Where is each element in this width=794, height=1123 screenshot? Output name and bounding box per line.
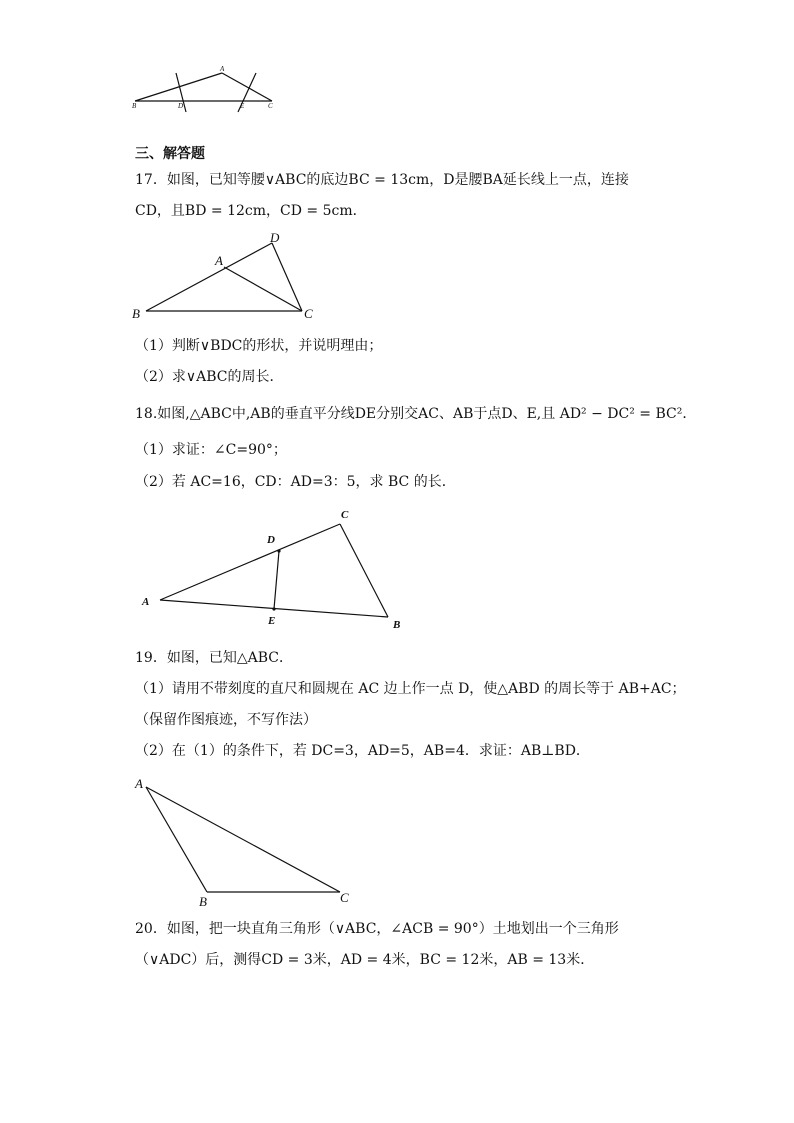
section-title: 三、解答题 xyxy=(135,146,205,162)
q17-part1: （1）判断∨BDC的形状，并说明理由； xyxy=(135,338,383,354)
q18-part2: （2）若 AC=16，CD：AD=3：5，求 BC 的长． xyxy=(135,474,456,490)
q18-part1: （1）求证：∠C=90°； xyxy=(135,442,287,458)
label-a: A xyxy=(142,596,150,608)
label-d: D xyxy=(267,534,275,546)
label-c: C xyxy=(340,890,349,905)
label-a: A xyxy=(220,65,225,73)
label-a: A xyxy=(215,253,223,268)
label-e: E xyxy=(268,615,276,627)
label-b: B xyxy=(199,894,207,909)
label-c: C xyxy=(268,102,273,110)
label-b: B xyxy=(132,102,137,110)
q17-line1: 17．如图，已知等腰∨ABC的底边BC = 13cm，D是腰BA延长线上一点，连接 xyxy=(135,172,629,188)
q19-note: （保留作图痕迹，不写作法） xyxy=(135,712,317,728)
label-a: A xyxy=(135,776,143,791)
q17-part2: （2）求∨ABC的周长． xyxy=(135,369,284,385)
q20-line1: 20．如图，把一块直角三角形（∨ABC，∠ACB = 90°）土地划出一个三角形 xyxy=(135,921,619,937)
q18-line1: 18.如图,△ABC中,AB的垂直平分线DE分别交AC、AB于点D、E,且 AD² − DC² = BC²． xyxy=(135,406,697,422)
label-c: C xyxy=(341,509,349,521)
label-e: E xyxy=(240,102,245,110)
label-b: B xyxy=(132,306,140,321)
q19-part2: （2）在（1）的条件下，若 DC=3，AD=5，AB=4．求证：AB⊥BD． xyxy=(135,743,590,759)
q20-line2: （∨ADC）后，测得CD = 3米，AD = 4米，BC = 12米，AB = 13米． xyxy=(135,952,595,968)
label-d: D xyxy=(270,230,280,245)
q19-line1: 19．如图，已知△ABC． xyxy=(135,650,293,666)
label-c: C xyxy=(304,306,313,321)
q17-line2: CD，且BD = 12cm，CD = 5cm． xyxy=(135,203,367,219)
q19-part1: （1）请用不带刻度的直尺和圆规在 AC 边上作一点 D，使△ABD 的周长等于 AB+AC； xyxy=(135,681,686,697)
label-d: D xyxy=(178,102,184,110)
label-b: B xyxy=(393,619,401,631)
